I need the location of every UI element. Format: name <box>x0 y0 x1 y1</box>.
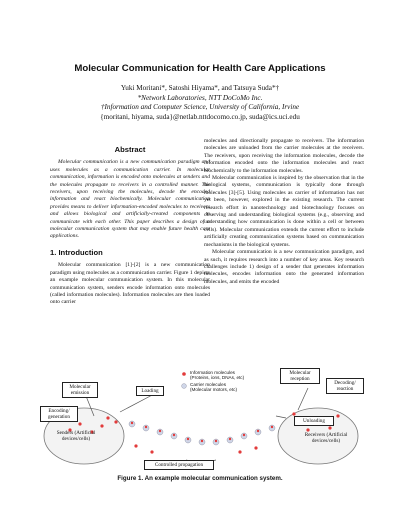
paper-title: Molecular Communication for Health Care Applications <box>74 63 326 74</box>
legend-carrier-label: Carrier molecules <box>190 382 226 387</box>
author-emails: {moritani, hiyama, suda}@netlab.nttdocomo.co.jp, suda@ics.uci.edu <box>100 112 300 121</box>
label-receivers: Receivers (Artificial devices/cells) <box>304 432 348 445</box>
figure-1 <box>36 366 366 474</box>
legend-carrier-sub: (Molecular motors, etc) <box>190 387 237 393</box>
label-decoding: Decoding/ reaction <box>326 378 364 394</box>
author-block <box>0 84 400 122</box>
legend-carrier <box>190 382 237 393</box>
affiliation-1: *Network Laboratories, NTT DoCoMo Inc. <box>137 93 263 102</box>
label-emission: Molecular emission <box>62 382 98 398</box>
right-paragraph-3: Molecular communication is a new communication paradigm, and as such, it requires research into a number of key areas. Key research challenges include 1) design of a sender that generates information molecules, encodes information onto the generated information molecules, and emits the encoded <box>204 249 364 285</box>
propagating-molecules <box>129 421 275 454</box>
right-column <box>204 138 364 286</box>
figure-caption: Figure 1. An example molecular communication system. <box>117 475 283 482</box>
abstract-heading: Abstract <box>114 145 146 154</box>
legend-carrier-marker <box>182 384 187 389</box>
label-unloading: Unloading <box>294 416 334 426</box>
right-paragraph-2: Molecular communication is inspired by the observation that in the biological systems, communication is typically done through molecules [3]-[5]. Using molecules as carrier of information has not yet been, however, explored in the existing research. The current research effort in nanotechnology and biotechnology focuses on observing and understanding biological systems (e.g., observing and understanding how communication is done within a cell or between cells). Molecular communication extends the current effort to include artificially creating communication systems based on communication mechanisms in the biological systems. <box>204 175 364 248</box>
legend-info <box>190 370 244 381</box>
label-loading: Loading <box>136 386 164 396</box>
left-column <box>50 142 210 307</box>
introduction-section <box>50 249 210 307</box>
legend-info-label: Information molecules <box>190 370 235 375</box>
legend-info-marker <box>182 372 186 376</box>
label-propagation: Controlled propagation <box>144 460 214 470</box>
right-paragraph-continued: molecules and directionally propagate to receivers. The information molecules are unloaded from the carrier molecules at the receivers. The receivers, upon receiving the information molecules, decode the information encoded onto the information molecules and react biochemically to the information molecules. <box>204 138 364 174</box>
label-reception: Molecular reception <box>280 368 320 384</box>
introduction-heading: 1. Introduction <box>50 247 103 257</box>
author-names: Yuki Moritani*, Satoshi Hiyama*, and Tatsuya Suda*† <box>120 84 280 92</box>
label-senders: Senders (Artificial devices/cells) <box>56 430 96 443</box>
label-encoding: Encoding/ generation <box>40 406 78 422</box>
introduction-paragraph-1: Molecular communication [1]-[2] is a new communication paradigm using molecules as a communication carrier. Figure 1 depicts an example molecular communication system. In this molecular communication system, senders encode information onto molecules (called information molecules). Information molecules are then loaded onto carrier <box>50 262 210 306</box>
abstract-text: Molecular communication is a new communication paradigm and uses molecules as a communication carrier. In molecular communication, information is encoded onto molecules at senders and the molecules propagate to receivers in a controlled manner. The receivers, upon receiving the molecules, decode the encoded information and react biochemically. Molecular communication provides means to deliver information-encoded molecules to receivers and allows biological and artificially-created components to communicate with each other. This paper describes a design of a molecular communication system that may enable future health care applications. <box>50 159 210 240</box>
legend-info-sub: (Proteins, ions, DNAs, etc) <box>190 375 245 381</box>
affiliation-2: †Information and Computer Science, University of California, Irvine <box>100 103 300 111</box>
